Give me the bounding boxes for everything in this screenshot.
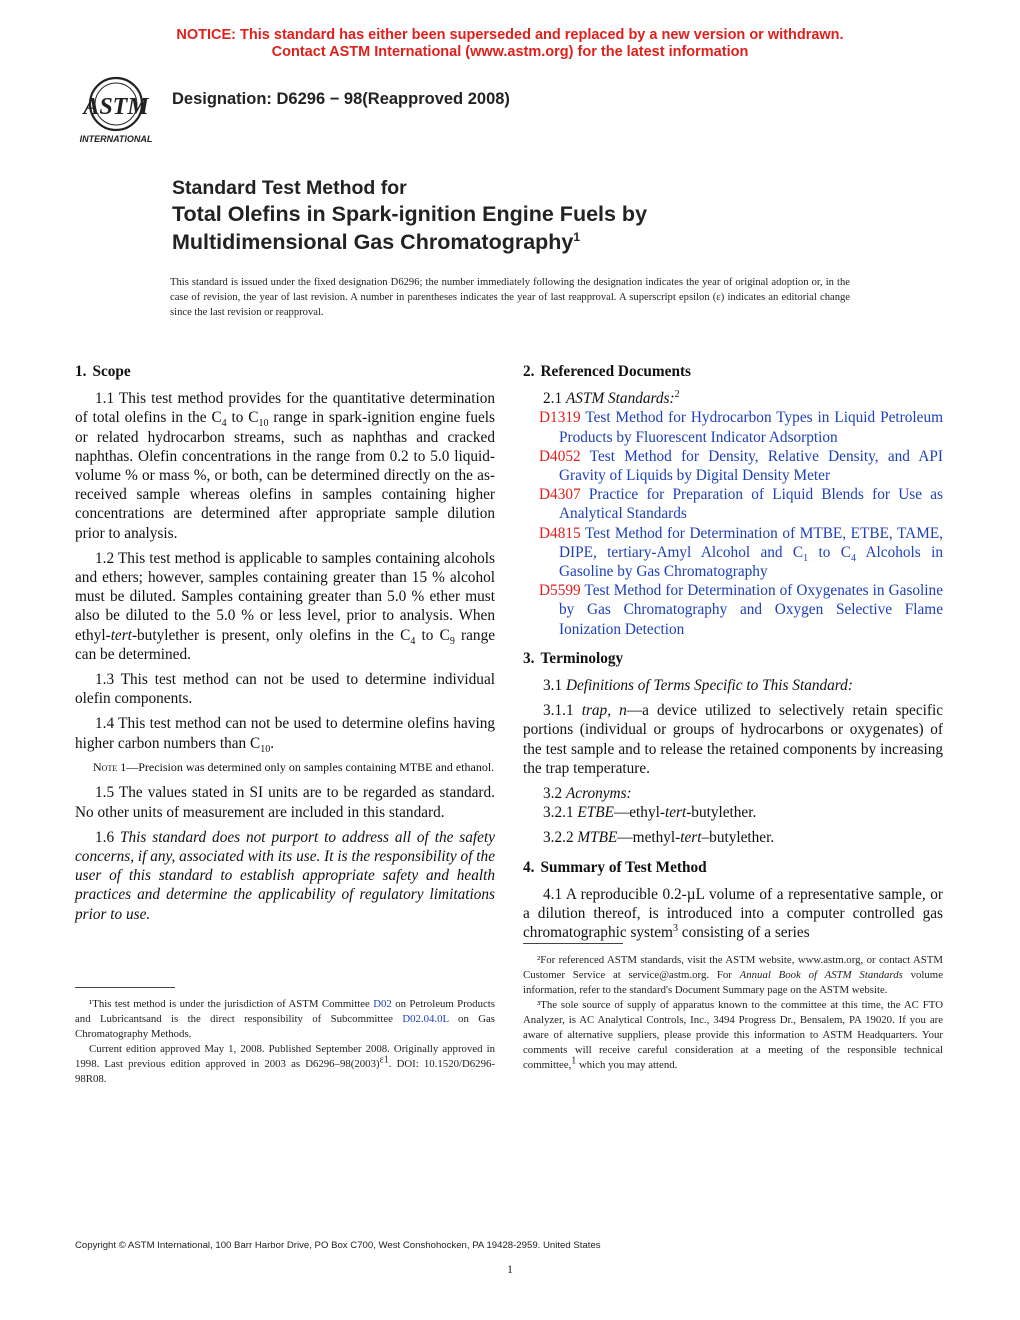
para-1-6 (75, 828, 495, 924)
heading-text: Referenced Documents (540, 363, 692, 380)
text: . (270, 734, 275, 752)
title-line-3 (172, 228, 932, 256)
text: to C (808, 543, 851, 561)
ref-code[interactable]: D4307 (539, 486, 581, 504)
text: —a device utilized to selectively retain specific portions (individual or groups of hydrocarbons or oxygenates) of the test sample and to release the retained components by increasing the trap temperature. (523, 702, 944, 777)
page-number: 1 (507, 1262, 513, 1276)
para-1-4 (75, 714, 495, 755)
italic-text: tert (664, 804, 687, 822)
para-2-1 (523, 389, 943, 408)
ref-d4815[interactable] (523, 524, 943, 582)
superscript: 1 (571, 1055, 577, 1067)
heading-number: 4. (523, 858, 535, 876)
section-scope-heading (75, 362, 495, 381)
heading-number: 1. (75, 363, 87, 380)
ref-code[interactable]: D4815 (539, 524, 581, 542)
subscript: 9 (449, 635, 455, 647)
title-line-3-text: Multidimensional Gas Chromatography (172, 230, 574, 254)
subscript: 4 (850, 552, 856, 564)
text: 2.1 (543, 390, 566, 408)
ref-d5599[interactable] (523, 581, 943, 639)
logo-text: INTERNATIONAL (79, 134, 153, 144)
subscript: 4 (221, 418, 227, 430)
text: 3.2 (543, 785, 566, 803)
designation: Designation: D6296 − 98(Reapproved 2008) (172, 90, 510, 108)
title-line-1: Standard Test Method for (172, 177, 407, 199)
section-refdocs-heading (523, 362, 943, 381)
ref-title[interactable]: Practice for Preparation of Liquid Blends for Use as Analytical Standards (559, 486, 943, 523)
text: 3.2.2 (543, 829, 578, 847)
heading-text: Terminology (540, 649, 624, 667)
footnote-1-para-2 (75, 1042, 495, 1087)
ref-d4307[interactable] (523, 485, 943, 523)
text: 1.2 This test method is applicable to samples containing alcohols and ethers; however, samples containing greater than 15 % alcohol must be diluted. Samples containing greater than 5.0 % ether must also be diluted to the 5.0 % or less level, prior to analysis. When ethyl- (75, 549, 495, 644)
italic-text: ETBE (577, 804, 614, 822)
section-terminology-heading (523, 649, 943, 668)
ref-d1319[interactable] (523, 408, 943, 446)
text: —methyl- (617, 829, 681, 847)
footnote-1 (75, 997, 495, 1087)
para-3-2-2 (523, 828, 943, 847)
text: 1.4 This test method can not be used to determine olefins having higher carbon numbers than C (75, 715, 495, 752)
text: 3.2.1 (543, 804, 578, 822)
note-text: —Precision was determined only on samples containing MTBE and ethanol. (126, 759, 495, 774)
text: consisting of a series (677, 924, 810, 942)
para-3-1-1 (523, 701, 943, 778)
subscript: 10 (260, 743, 271, 755)
ref-title[interactable] (559, 525, 943, 580)
italic-text: trap, n (581, 702, 627, 720)
text: 3.1 (543, 677, 566, 695)
text: Test Method for Determination of MTBE, ETBE, TAME, DIPE, tertiary-Amyl Alcohol and C (559, 524, 943, 561)
note-label: Note 1 (93, 759, 127, 774)
ref-title[interactable]: Test Method for Hydrocarbon Types in Liquid Petroleum Products by Fluorescent Indicator Adsorption (559, 409, 943, 446)
ref-code[interactable]: D1319 (539, 409, 581, 427)
notice-line-2: Contact ASTM International (www.astm.org) for the latest information (271, 44, 749, 60)
italic-text: tert (680, 829, 702, 847)
text: ²For referenced ASTM standards, visit the ASTM website, www.astm.org, or contact ASTM Customer Service at service@astm.org. For (523, 954, 943, 981)
footnote-2 (523, 953, 943, 998)
section-summary-heading (523, 858, 943, 877)
text: on Gas Chromatography Methods. (75, 1013, 495, 1040)
heading-number: 2. (523, 363, 535, 380)
astm-logo (70, 74, 162, 146)
footnote-1-para-1 (75, 997, 495, 1042)
italic-text: ASTM Standards: (565, 390, 675, 408)
italic-text: MTBE (577, 829, 618, 847)
footnote-3 (523, 998, 943, 1073)
heading-text: Summary of Test Method (540, 858, 707, 876)
text: which you may attend. (576, 1059, 678, 1071)
text: -butylether is present, only olefins in the C (131, 626, 411, 644)
text: 3.1.1 (543, 702, 582, 720)
para-3-1 (523, 676, 943, 695)
para-3-2-1 (523, 803, 943, 822)
notice-line-1: NOTICE: This standard has either been superseded and replaced by a new version or withdrawn. (176, 27, 844, 43)
subscript: 10 (258, 418, 269, 430)
para-1-3: 1.3 This test method can not be used to determine individual olefin components. (75, 671, 495, 708)
ref-code[interactable]: D5599 (539, 582, 581, 600)
italic-text: Annual Book of ASTM Standards (739, 969, 903, 981)
astm-logo-icon (70, 74, 162, 146)
para-3-2 (523, 784, 943, 803)
footnote-rule (523, 943, 623, 944)
heading-number: 3. (523, 649, 535, 667)
right-column (523, 362, 943, 948)
copyright: Copyright © ASTM International, 100 Barr Harbor Drive, PO Box C700, West Conshohocken, PA 19428-2959. United States (75, 1240, 601, 1251)
committee-link[interactable]: D02 (373, 998, 392, 1010)
preamble: This standard is issued under the fixed designation D6296; the number immediately following the designation indicates the year of original adoption or, in the case of revision, the year of last revision. A number in parentheses indicates the year of last reapproval. A superscript epsilon (ε) indicates an editorial change since the last revision or reapproval. (170, 277, 850, 318)
text: on Petroleum Products and Lubricantsand is the direct responsibility of Subcommittee (75, 998, 495, 1025)
withdrawn-notice (0, 27, 1020, 61)
ref-title[interactable]: Test Method for Density, Relative Density, and API Gravity of Liquids by Digital Density Meter (559, 447, 943, 485)
text: ¹This test method is under the jurisdiction of ASTM Committee (89, 998, 374, 1010)
text: volume information, refer to the standard's Document Summary page on the ASTM website. (523, 969, 943, 996)
text: -butylether. (686, 804, 757, 822)
text: 1.6 (95, 828, 121, 846)
superscript: ε1 (379, 1054, 389, 1066)
subscript: 4 (410, 635, 416, 647)
title-line-2: Total Olefins in Spark-ignition Engine Fuels by (172, 202, 648, 226)
text: range can be determined. (75, 626, 496, 663)
italic-text: This standard does not purport to address all of the safety concerns, if any, associated with its use. It is the responsibility of the user of this standard to establish appropriate safety and health practices and determine the applicability of regulatory limitations prior to use. (75, 828, 495, 923)
title-footnote-mark: 1 (573, 229, 581, 244)
italic-text: Acronyms: (565, 785, 632, 803)
para-1-5: 1.5 The values stated in SI units are to be regarded as standard. No other units of measurement are included in this standard. (75, 784, 495, 821)
ref-d4052[interactable] (523, 447, 943, 485)
text: 1.1 This test method provides for the quantitative determination of total olefins in the C (75, 390, 495, 427)
text: Current edition approved May 1, 2008. Published September 2008. Originally approved in 1998. Last previous edition approved in 2003 as D6296–98(2003) (75, 1043, 495, 1070)
subscript: 1 (803, 552, 809, 564)
italic-text: tert (110, 626, 132, 644)
italic-text: Definitions of Terms Specific to This Standard: (565, 677, 853, 695)
superscript: 2 (674, 389, 680, 401)
text: ³The sole source of supply of apparatus known to the committee at this time, the AC FTO Analyzer, is AC Analytical Controls, Inc., 3494 Progress Dr., Bensalem, PA 19020. If you are aware of alternative suppliers, please provide this information to ASTM Headquarters. Your comments will receive careful consideration at a meeting of the responsible technical committee, (523, 999, 943, 1071)
para-1-1 (75, 389, 495, 543)
text: range in spark-ignition engine fuels or related hydrocarbon streams, such as naphthas and cracked naphthas. Olefin concentrations in the range from 0.2 to 5.0 liquid-volume % or mass %, or both, can be determined directly on the as-received sample whereas olefins in samples containing higher concentrations are determined after appropriate sample dilution prior to analysis. (75, 409, 495, 542)
ref-code[interactable]: D4052 (539, 447, 581, 465)
text: —ethyl- (613, 804, 665, 822)
heading-text: Scope (92, 363, 131, 380)
para-4-1 (523, 885, 943, 943)
footnotes-2-3 (523, 953, 943, 1073)
text: –butylether. (701, 829, 775, 847)
superscript: 3 (672, 923, 678, 935)
text: . DOI: 10.1520/D6296-98R08. (75, 1058, 495, 1085)
text: Alcohols in Gasoline by Gas Chromatography (559, 543, 943, 581)
logo-mark: ASTM (83, 94, 149, 120)
text: to C (415, 626, 450, 644)
subcommittee-link[interactable]: D02.04.0L (402, 1013, 449, 1025)
note-1 (75, 759, 495, 776)
ref-title[interactable]: Test Method for Determination of Oxygenates in Gasoline by Gas Chromatography and Oxygen Selective Flame Ionization Detection (559, 582, 943, 638)
text: to C (226, 409, 259, 427)
para-1-2 (75, 549, 495, 664)
left-column (75, 362, 495, 930)
footnote-rule (75, 987, 175, 988)
text: 4.1 A reproducible 0.2-µL volume of a representative sample, or a dilution thereof, is introduced into a computer controlled gas chromatographic system (523, 885, 943, 942)
document-title (172, 176, 932, 256)
